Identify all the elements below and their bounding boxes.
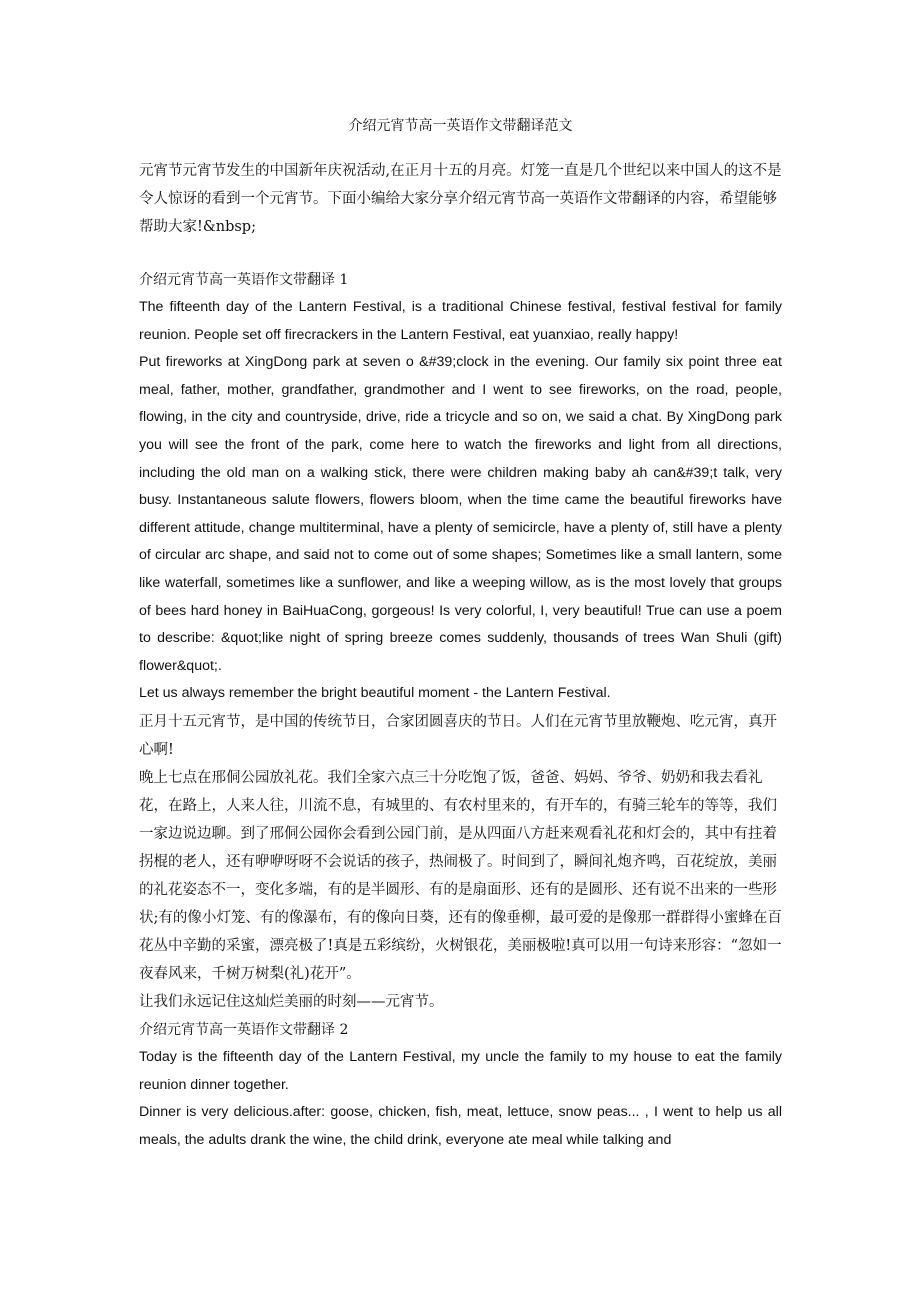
section-1-english-paragraph-1: The fifteenth day of the Lantern Festival, is a traditional Chinese festival, festival festival for family reunion. People set off firecrackers in the Lantern Festival, eat yuanxiao, really happy!: [139, 299, 782, 343]
section-2-heading: 介绍元宵节高一英语作文带翻译 2: [139, 1021, 349, 1038]
section-1-english-paragraph-2: Put fireworks at XingDong park at seven o &#39;clock in the evening. Our family six point three eat meal, father, mother, grandfather, grandmother and I went to see fireworks, on the road, people, flowing, in the city and countryside, drive, ride a tricycle and so on, we said a chat. By XingDong park you will see the front of the park, come here to watch the fireworks and light from all directions, including the old man on a walking stick, there were children making baby ah can&#39;t talk, very busy. Instantaneous salute flowers, flowers bloom, when the time came the beautiful fireworks have different attitude, change multiterminal, have a plenty of semicircle, have a plenty of, still have a plenty of circular arc shape, and said not to come out of some shapes; Sometimes like a small lantern, some like waterfall, sometimes like a sunflower, and like a weeping willow, as is the most lovely that groups of bees hard honey in BaiHuaCong, gorgeous! Is very colorful, I, very beautiful! True can use a poem to describe: &quot;like night of spring breeze comes suddenly, thousands of trees Wan Shuli (gift) flower&quot;.: [139, 354, 782, 674]
document-body: [139, 266, 782, 1154]
intro-paragraph: 元宵节元宵节发生的中国新年庆祝活动,在正月十五的月亮。灯笼一直是几个世纪以来中国人的这不是令人惊讶的看到一个元宵节。下面小编给大家分享介绍元宵节高一英语作文带翻译的内容，希望能够帮助大家!&nbsp;: [139, 163, 782, 235]
section-2-english-paragraph-1: Today is the fifteenth day of the Lantern Festival, my uncle the family to my house to eat the family reunion dinner together.: [139, 1048, 782, 1093]
section-1-english-paragraph-3: Let us always remember the bright beautiful moment - the Lantern Festival.: [139, 685, 611, 702]
section-1-chinese-paragraph-3: 让我们永远记住这灿烂美丽的时刻——元宵节。: [139, 993, 444, 1010]
section-1-heading: 介绍元宵节高一英语作文带翻译 1: [139, 272, 349, 288]
document-title: 介绍元宵节高一英语作文带翻译范文: [348, 118, 573, 134]
section-1-chinese-paragraph-1: 正月十五元宵节，是中国的传统节日，合家团圆喜庆的节日。人们在元宵节里放鞭炮、吃元宵，真开心啊!: [139, 713, 777, 758]
section-1-chinese-paragraph-2: 晚上七点在邢侗公园放礼花。我们全家六点三十分吃饱了饭，爸爸、妈妈、爷爷、奶奶和我去看礼花，在路上，人来人往，川流不息，有城里的、有农村里来的，有开车的，有骑三轮车的等等，我们一家边说边聊。到了邢侗公园你会看到公园门前，是从四面八方赶来观看礼花和灯会的，其中有拄着拐棍的老人，还有咿咿呀呀不会说话的孩子，热闹极了。时间到了，瞬间礼炮齐鸣，百花绽放，美丽的礼花姿态不一，变化多端，有的是半圆形、有的是扇面形、还有的是圆形、还有说不出来的一些形状;有的像小灯笼、有的像瀑布，有的像向日葵，还有的像垂柳，最可爱的是像那一群群得小蜜蜂在百花丛中辛勤的采蜜，漂亮极了!真是五彩缤纷，火树银花，美丽极啦!真可以用一句诗来形容：“忽如一夜春风来，千树万树梨(礼)花开”。: [139, 769, 782, 982]
section-2-english-paragraph-2: Dinner is very delicious.after: goose, chicken, fish, meat, lettuce, snow peas... , I went to help us all meals, the adults drank the wine, the child drink, everyone ate meal while talking and: [139, 1104, 782, 1148]
